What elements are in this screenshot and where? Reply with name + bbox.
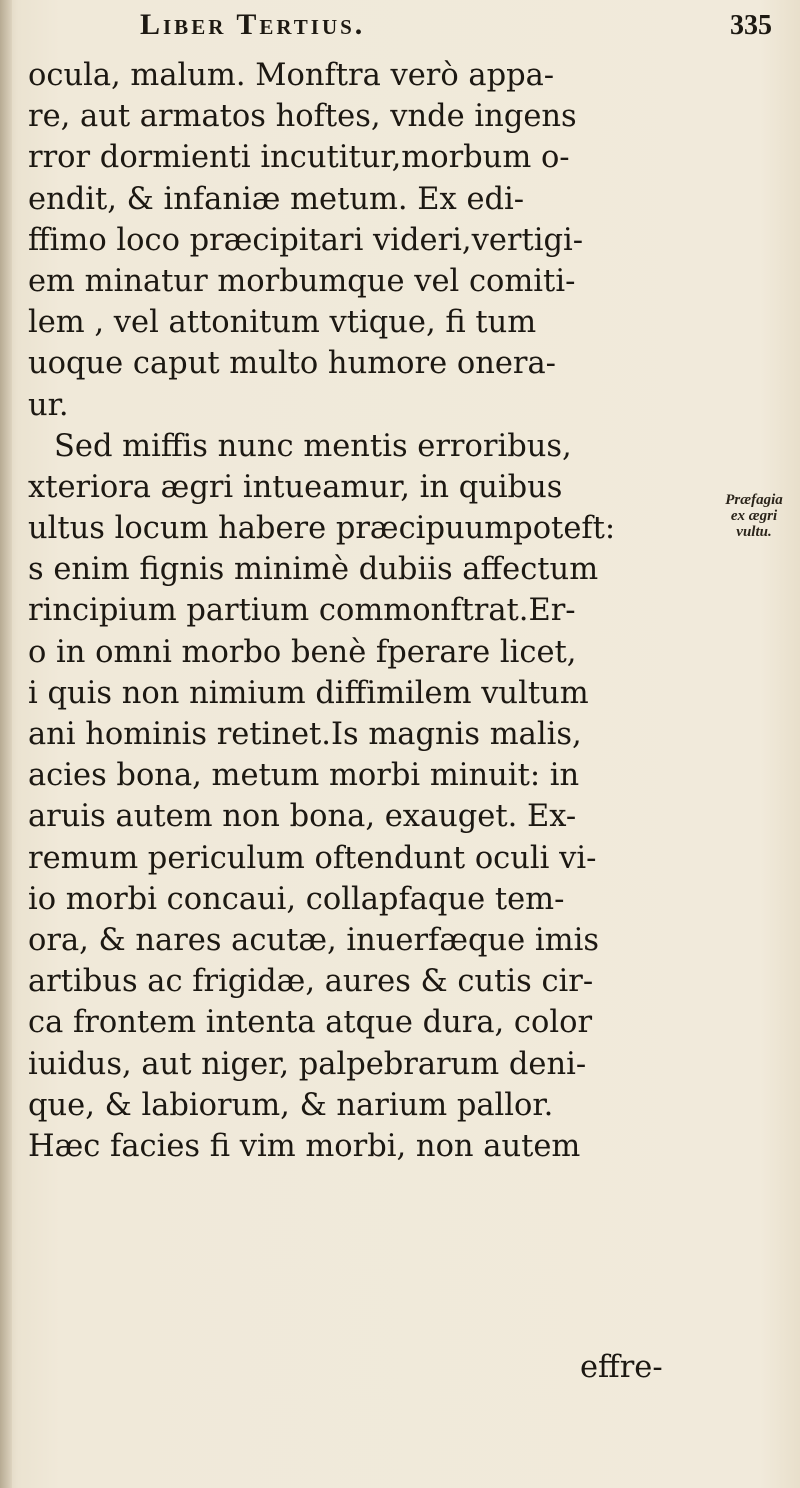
text-line: ora, & nares acutæ, inuerfæque imis <box>28 922 600 958</box>
text-line: que, & labiorum, & narium pallor. <box>28 1087 554 1123</box>
text-line: re, aut armatos hoftes, vnde ingens <box>28 99 577 135</box>
text-line: acies bona, metum morbi minuit: in <box>28 758 580 794</box>
paragraph-start-line: Sed miffis nunc mentis erroribus, <box>54 428 572 464</box>
text-line: aruis autem non bona, exauget. Ex- <box>28 799 577 835</box>
main-text-block <box>28 55 752 1167</box>
margin-note-line: ex ægri <box>730 508 778 524</box>
text-line: uoque caput multo humore onera- <box>28 346 556 382</box>
margin-note-line: vultu. <box>736 524 772 540</box>
text-line: ocula, malum. Monftra verò appa- <box>28 58 555 93</box>
catchword: effre- <box>580 1350 663 1385</box>
text-line: ca frontem intenta atque dura, color <box>28 1005 593 1041</box>
page-number: 335 <box>730 10 772 41</box>
margin-note-line: Præfagia <box>725 492 783 508</box>
text-line: xteriora ægri intueamur, in quibus <box>28 469 563 505</box>
text-line: ani hominis retinet.Is magnis malis, <box>28 717 582 752</box>
text-line: lem , vel attonitum vtique, fi tum <box>28 305 537 341</box>
text-line: Hæc facies fi vim morbi, non autem <box>28 1128 581 1164</box>
text-line: iuidus, aut niger, palpebrarum deni- <box>28 1046 587 1082</box>
text-line: o in omni morbo benè fperare licet, <box>28 634 577 670</box>
text-line: s enim fignis minimè dubiis affectum <box>28 552 599 588</box>
text-line: remum periculum oftendunt oculi vi- <box>28 840 597 876</box>
margin-note <box>708 492 800 540</box>
text-line: ur. <box>28 387 69 423</box>
text-line: artibus ac frigidæ, aures & cutis cir- <box>28 964 594 1000</box>
text-line: rror dormienti incutitur,morbum o- <box>28 140 570 176</box>
text-line: ultus locum habere præcipuumpoteft: <box>28 511 616 547</box>
running-title: Liber Tertius. <box>140 8 366 41</box>
running-header <box>140 8 780 44</box>
text-line: ffimo loco præcipitari videri,vertigi- <box>28 222 584 258</box>
page-gutter <box>0 0 12 1488</box>
text-line: io morbi concaui, collapfaque tem- <box>28 881 565 917</box>
text-line: rincipium partium commonftrat.Er- <box>28 593 576 629</box>
text-line: em minatur morbumque vel comiti- <box>28 263 576 299</box>
text-line: endit, & infaniæ metum. Ex edi- <box>28 181 525 217</box>
text-line: i quis non nimium diffimilem vultum <box>28 675 589 711</box>
